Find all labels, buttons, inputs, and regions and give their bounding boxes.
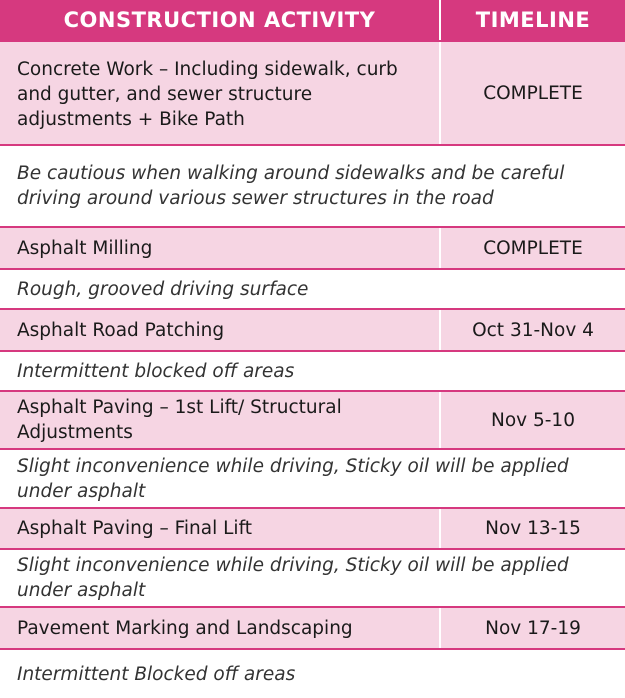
activity-note: Slight inconvenience while driving, Sticky oil will be applied under asphalt	[0, 448, 625, 507]
activity-name: Asphalt Paving – 1st Lift/ Structural Adjustments	[0, 392, 441, 448]
activity-note: Intermittent Blocked off areas	[0, 648, 625, 698]
activity-name: Concrete Work – Including sidewalk, curb and gutter, and sewer structure adjustments + Bike Path	[0, 42, 441, 144]
activity-note: Intermittent blocked off areas	[0, 350, 625, 390]
activity-name: Pavement Marking and Landscaping	[0, 608, 441, 648]
activity-row	[0, 40, 625, 144]
activity-row	[0, 507, 625, 548]
activity-name: Asphalt Road Patching	[0, 310, 441, 350]
activity-timeline: COMPLETE	[483, 237, 583, 259]
activity-name: Asphalt Milling	[0, 228, 441, 268]
activity-timeline: Oct 31-Nov 4	[472, 319, 594, 341]
activity-row	[0, 308, 625, 350]
activity-note: Be cautious when walking around sidewalks and be careful driving around various sewer structures in the road	[0, 144, 625, 226]
activity-row	[0, 390, 625, 448]
activity-timeline: Nov 5-10	[491, 409, 575, 431]
header-timeline: TIMELINE	[475, 8, 591, 32]
header-activity: CONSTRUCTION ACTIVITY	[0, 0, 441, 40]
activity-row	[0, 606, 625, 648]
activity-timeline: Nov 17-19	[485, 617, 581, 639]
activity-row	[0, 226, 625, 268]
activity-note: Slight inconvenience while driving, Sticky oil will be applied under asphalt	[0, 548, 625, 606]
activity-name: Asphalt Paving – Final Lift	[0, 509, 441, 548]
activity-timeline: COMPLETE	[483, 82, 583, 104]
table-header	[0, 0, 625, 40]
activity-timeline: Nov 13-15	[485, 518, 581, 539]
activity-note: Rough, grooved driving surface	[0, 268, 625, 308]
